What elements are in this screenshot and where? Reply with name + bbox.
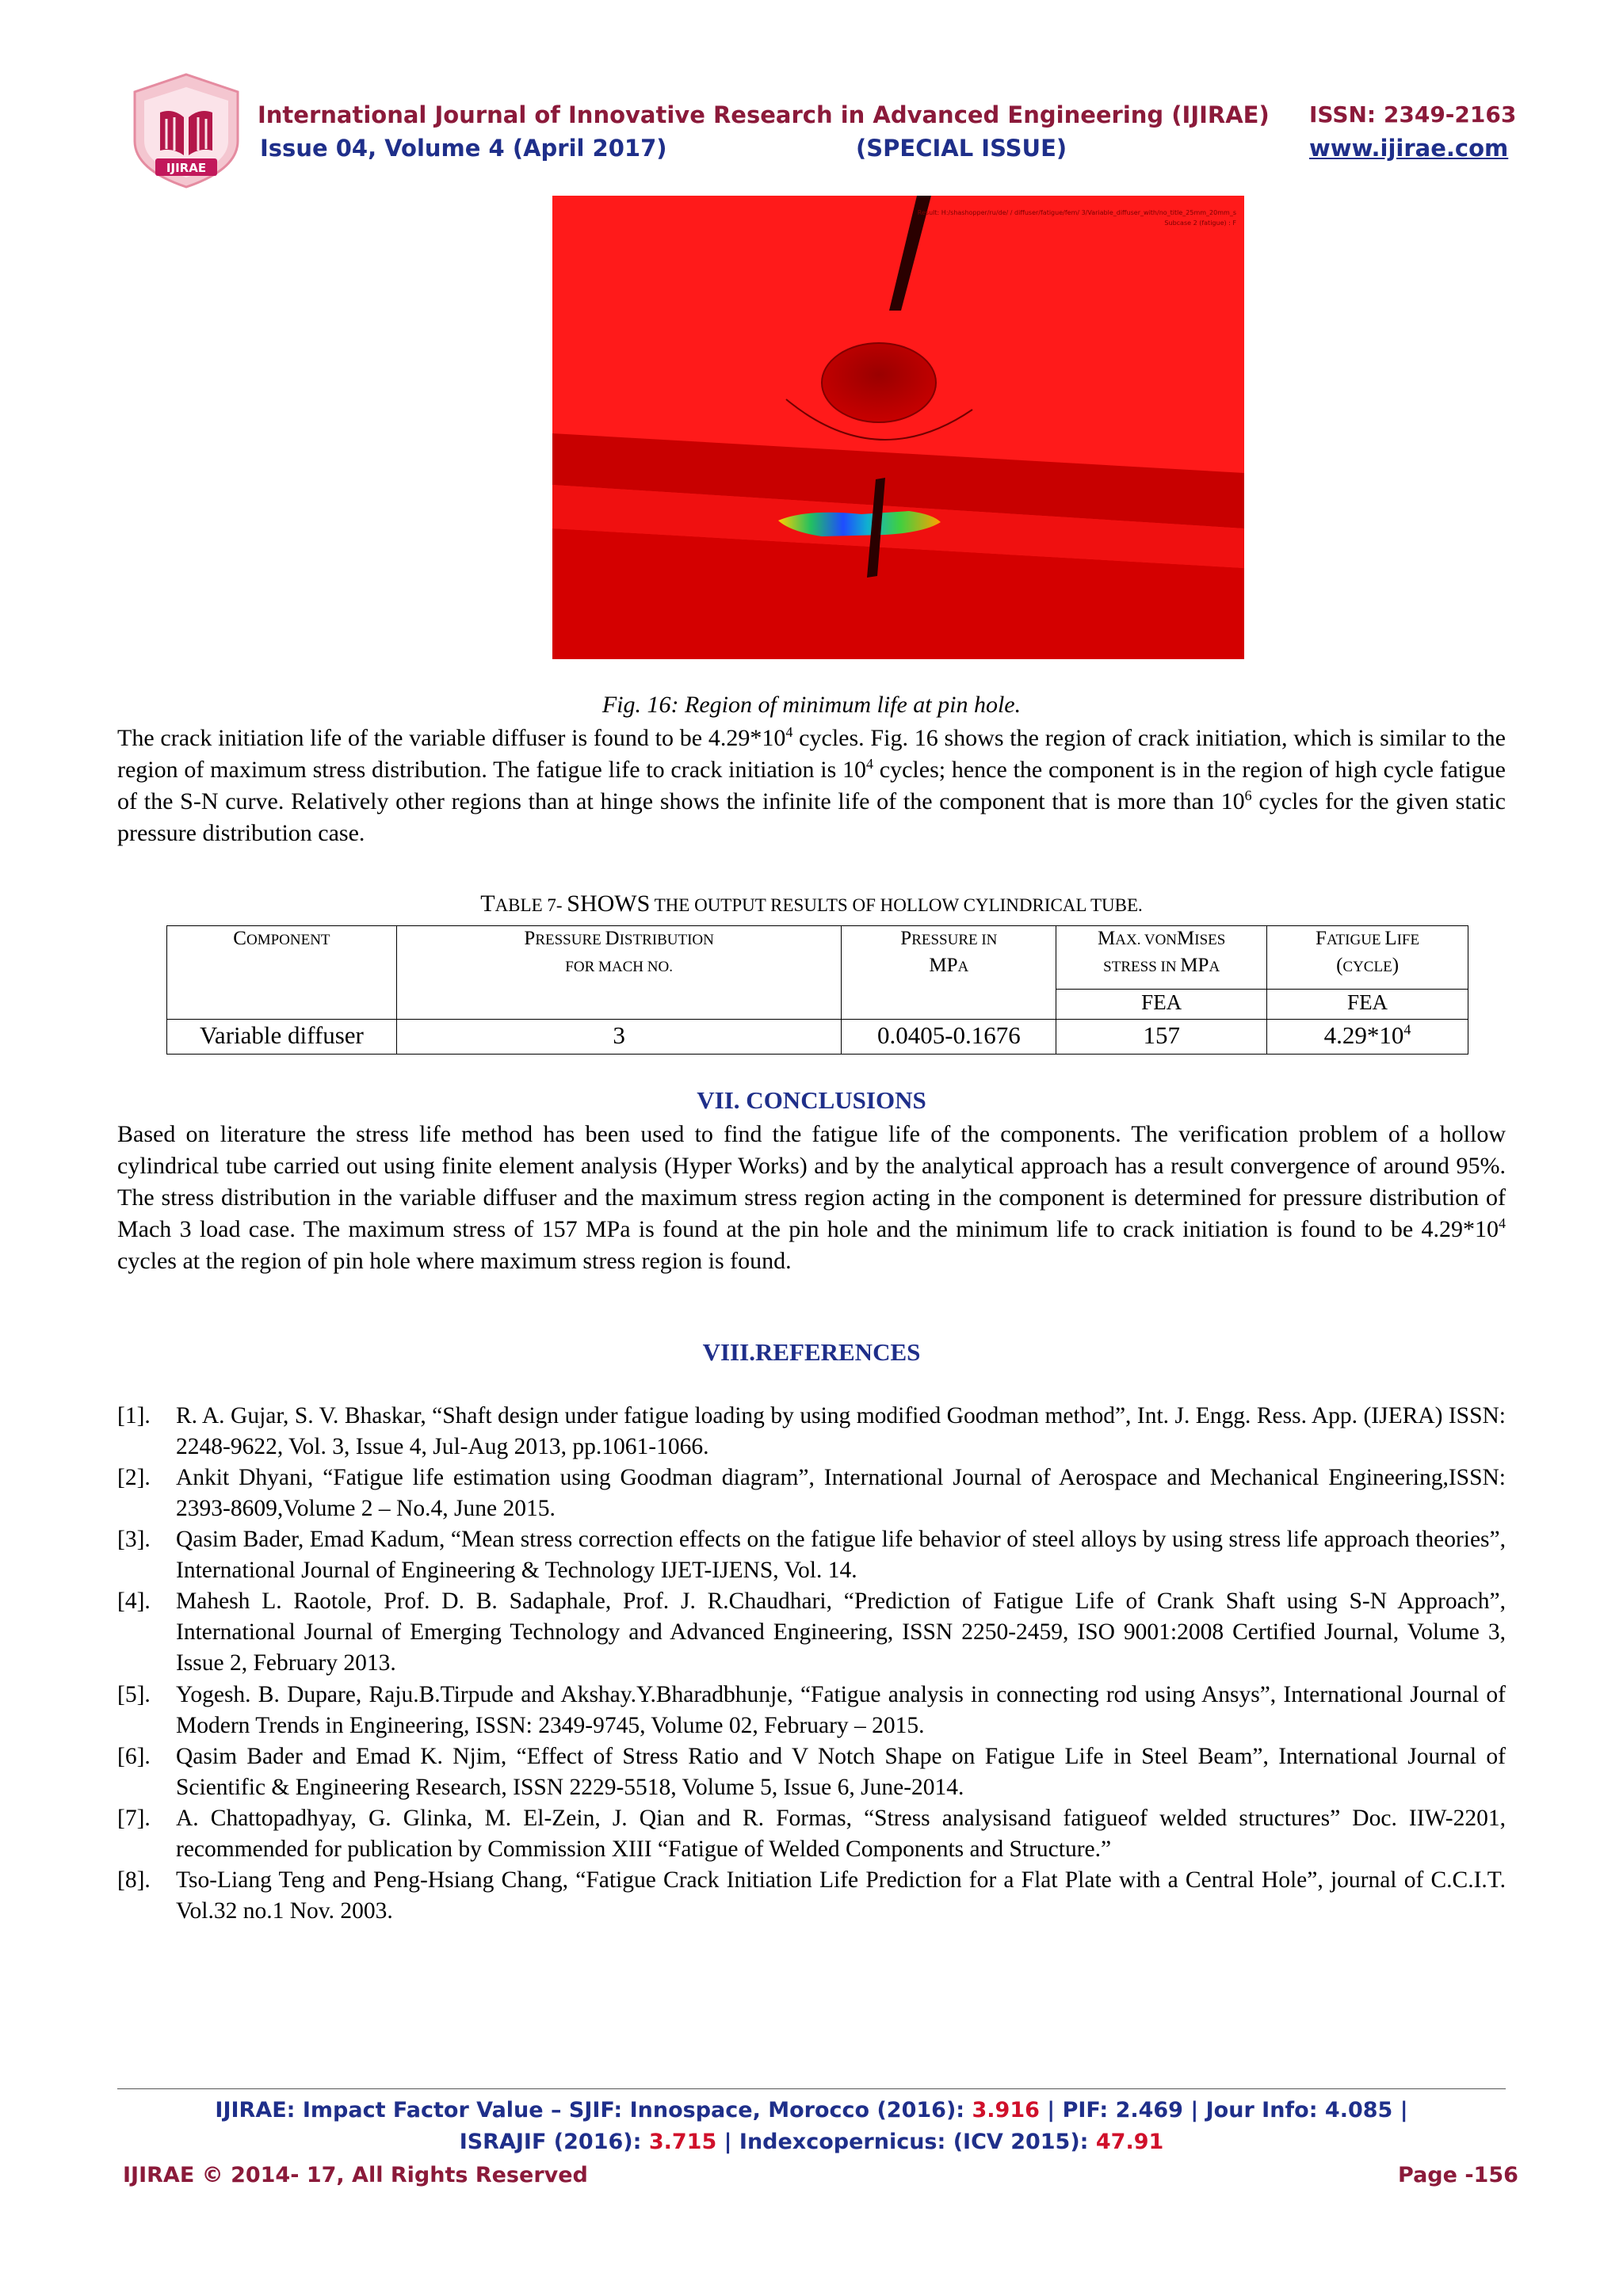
header-pressure: PRESSURE IN MPA (842, 926, 1056, 1020)
footer-index-line: ISRAJIF (2016): 3.715 | Indexcopernicus: (ICV 2015): 47.91 (459, 2130, 1164, 2154)
website-link[interactable]: www.ijirae.com (1309, 135, 1509, 162)
journal-title: International Journal of Innovative Research in Advanced Engineering (IJIRAE) (258, 101, 1270, 128)
subheader-fea-stress: FEA (1056, 990, 1267, 1020)
journal-logo (119, 71, 254, 190)
table-title: TABLE 7- SHOWS THE OUTPUT RESULTS OF HOLLOW CYLINDRICAL TUBE. (480, 891, 1143, 917)
cell-max-stress: 157 (1056, 1020, 1267, 1055)
footer-copyright: IJIRAE © 2014- 17, All Rights Reserved (123, 2163, 588, 2187)
header-component: COMPONENT (167, 926, 397, 1020)
issn: ISSN: 2349-2163 (1309, 101, 1517, 128)
special-issue: (SPECIAL ISSUE) (856, 135, 1067, 162)
header-fatigue-life: FATIGUE LIFE (CYCLE) (1267, 926, 1468, 990)
logo-text: IJIRAE (166, 161, 207, 175)
table-row (167, 1020, 1468, 1055)
issue-info: Issue 04, Volume 4 (April 2017) (260, 135, 667, 162)
cell-component: Variable diffuser (167, 1020, 397, 1055)
footer-divider (117, 2088, 1506, 2089)
fem-figure (552, 196, 1244, 659)
reference-item: [3]. Qasim Bader, Emad Kadum, “Mean stress correction effects on the fatigue life behavior of steel alloys by using stress life approach theories”, International Journal of Engineering & Technology IJET-IJENS, Vol. 14. (117, 1527, 1506, 1583)
subheader-fea-life: FEA (1267, 990, 1468, 1020)
footer-impact-line: IJIRAE: Impact Factor Value – SJIF: Innospace, Morocco (2016): 3.916 | PIF: 2.469 | Jour Info: 4.085 | (215, 2098, 1408, 2122)
reference-item: [4]. Mahesh L. Raotole, Prof. D. B. Sadaphale, Prof. J. R.Chaudhari, “Prediction of Fatigue Life of Crank Shaft using S-N Approach”, International Journal of Emerging Technology and Advanced Engineering, ISSN 2250-2459, ISO 9001:2008 Certified Journal, Volume 3, Issue 2, February 2013. (117, 1589, 1506, 1676)
cell-mach: 3 (396, 1020, 842, 1055)
reference-item: [7]. A. Chattopadhyay, G. Glinka, M. El-Zein, J. Qian and R. Formas, “Stress analysisand fatigueof welded structures” Doc. IIW-2201, recommended for publication by Commission XIII “Fatigue of Welded Components and Structure.” (117, 1806, 1506, 1862)
conclusions-paragraph: Based on literature the stress life method has been used to find the fatigue life of the components. The verification problem of a hollow cylindrical tube carried out using finite element analysis (Hyper Works) and by the analytical approach has a result convergence of around 95%. The stress distribution in the variable diffuser and the maximum stress region acting in the component is determined for pressure distribution of Mach 3 load case. The maximum stress of 157 MPa is found at the pin hole and the minimum life to crack initiation is found to be $4.29*10^4$ cycles at the region of pin hole where maximum stress region is found. (117, 1121, 1506, 1274)
cell-pressure: 0.0405-0.1676 (842, 1020, 1056, 1055)
references-heading: VIII.REFERENCES (702, 1338, 921, 1366)
figure-note: Result: H:/shashopper/ru/de/ / diffuser/fatigue/fem/ 3/Variable_diffuser_with/no_title_25mm_20mm_s Subcase 2 (fatigue) : F (917, 209, 1236, 227)
page-number: Page -156 (1398, 2163, 1518, 2187)
header-max-stress: MAX. VONMISES STRESS IN MPA (1056, 926, 1267, 990)
reference-item: [8]. Tso-Liang Teng and Peng-Hsiang Chang, “Fatigue Crack Initiation Life Prediction for a Flat Plate with a Central Hole”, journal of C.C.I.T. Vol.32 no.1 Nov. 2003. (117, 1867, 1506, 1924)
reference-item: [6]. Qasim Bader and Emad K. Njim, “Effect of Stress Ratio and V Notch Shape on Fatigue Life in Steel Beam”, International Journal of Scientific & Engineering Research, ISSN 2229-5518, Volume 5, Issue 6, June-2014. (117, 1744, 1506, 1800)
reference-item: [1]. R. A. Gujar, S. V. Bhaskar, “Shaft design under fatigue loading by using modified Goodman method”, Int. J. Engg. Ress. App. (IJERA) ISSN: 2248-9622, Vol. 3, Issue 4, Jul-Aug 2013, pp.1061-1066. (117, 1403, 1506, 1459)
figure-caption: Fig. 16: Region of minimum life at pin hole. (601, 692, 1022, 718)
conclusions-heading: VII. CONCLUSIONS (697, 1086, 926, 1114)
header-pressure-distribution: PRESSURE DISTRIBUTION FOR MACH NO. (396, 926, 842, 1020)
cell-fatigue-life: $4.29*10^4$ (1267, 1020, 1468, 1055)
results-table (166, 925, 1468, 1055)
results-paragraph: The crack initiation life of the variable diffuser is found to be $4.29*10^4$ cycles. Fig. 16 shows the region of crack initiation, which is similar to the region of maximum stress distribution. The fatigue life to crack initiation is $10^4$ cycles; hence the component is in the region of high cycle fatigue of the S-N curve. Relatively other regions than at hinge shows the infinite life of the component that is more than $10^6$ cycles for the given static pressure distribution case. (117, 724, 1506, 846)
reference-item: [2]. Ankit Dhyani, “Fatigue life estimation using Goodman diagram”, International Journal of Aerospace and Mechanical Engineering,ISSN: 2393-8609,Volume 2 – No.4, June 2015. (117, 1465, 1506, 1521)
reference-item: [5]. Yogesh. B. Dupare, Raju.B.Tirpude and Akshay.Y.Bharadbhunje, “Fatigue analysis in connecting rod using Ansys”, International Journal of Modern Trends in Engineering, ISSN: 2349-9745, Volume 02, February – 2015. (117, 1682, 1506, 1738)
